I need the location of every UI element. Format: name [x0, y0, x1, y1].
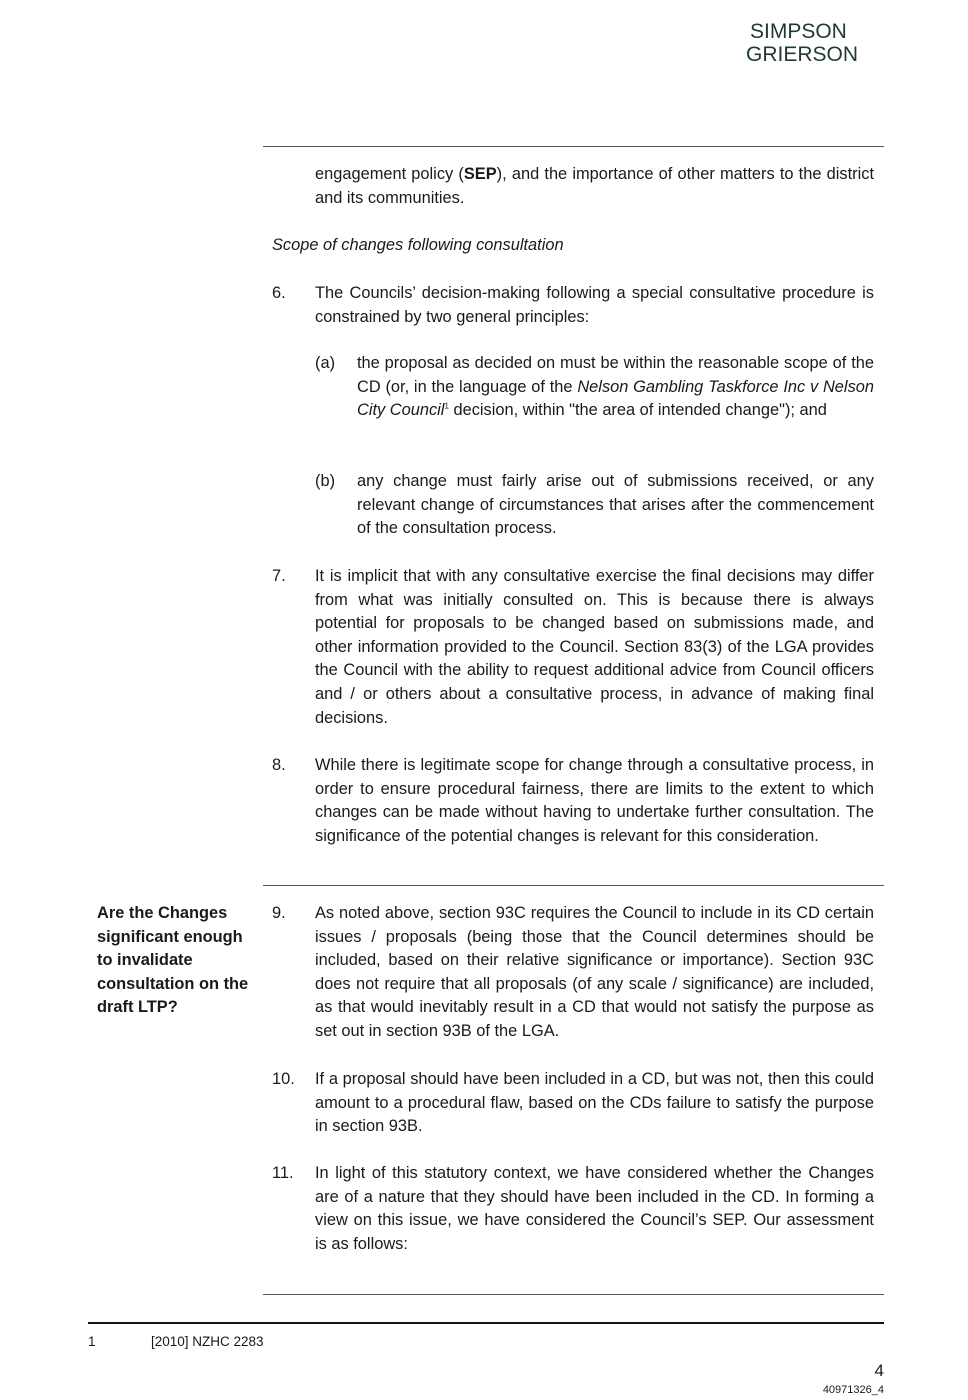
- sep-abbrev: SEP: [463, 165, 497, 183]
- para-7: It is implicit that with any consultative exercise the final decisions may differ from what was initially consulted on. This is because there is always potential for proposals to be changed based on submissions made, and other information provided to the Council. Section 83(3) of the LGA provides the Council with the ability to request additional advice from Council officers and / or others about a consultative process, in advance of making final decisions.: [315, 567, 874, 727]
- top-divider: [263, 146, 884, 147]
- para-11: In light of this statutory context, we have considered whether the Changes are of a nature that they should have been included in the CD. In forming a view on this issue, we have considered the Council’s SEP. Our assessment is as follows:: [315, 1164, 874, 1253]
- para-6-number: 6.: [272, 284, 286, 302]
- page-number: 4: [874, 1361, 884, 1380]
- para-11-number: 11.: [272, 1164, 294, 1182]
- continuation-paragraph: engagement policy (SEP), and the importance of other matters to the district and its communities.: [315, 165, 874, 207]
- footnote-text: [2010] NZHC 2283: [151, 1334, 264, 1349]
- para-9: As noted above, section 93C requires the Council to include in its CD certain issues / proposals (being those that the Council determines should be included, based on their relative significance or importance). Section 93C does not require that all proposals (of any scale / significance) are included, as that would inevitably result in a CD that would not satisfy the purpose as set out in section 93B of the LGA.: [315, 904, 874, 1040]
- document-reference: 40971326_4: [822, 1384, 884, 1396]
- logo-line1: SIMPSON: [750, 20, 847, 43]
- footnote-ref[interactable]: 1: [444, 401, 449, 411]
- para-6b-label: (b): [315, 472, 336, 490]
- para-6a-label: (a): [315, 354, 336, 372]
- side-heading: Are the Changes significant enough to invalidate consultation on the draft LTP?: [97, 904, 249, 1017]
- logo-line2: GRIERSON: [746, 43, 859, 66]
- simpson-grierson-logo: [744, 18, 884, 68]
- para-6a: the proposal as decided on must be within the reasonable scope of the CD (or, in the language of the Nelson Gambling Taskforce Inc v Nelson City Council$^1$ decision, within "the area of intended change"); and: [357, 354, 874, 420]
- para-8-number: 8.: [272, 756, 286, 774]
- para-9-number: 9.: [272, 904, 286, 922]
- section-divider: [263, 885, 884, 886]
- case-name: Nelson Gambling Taskforce Inc v Nelson City Council: [357, 377, 874, 420]
- para-6b: any change must fairly arise out of submissions received, or any relevant change of circumstances that arises after the commencement of the consultation process.: [357, 472, 874, 538]
- footnote-separator: [88, 1322, 884, 1324]
- section-heading: Scope of changes following consultation: [272, 236, 564, 254]
- para-10-number: 10.: [272, 1070, 295, 1088]
- para-10: If a proposal should have been included in a CD, but was not, then this could amount to a procedural flaw, based on the CDs failure to satisfy the purpose in section 93B.: [315, 1070, 874, 1136]
- footnote-number: 1: [88, 1334, 96, 1349]
- para-7-number: 7.: [272, 567, 286, 585]
- bottom-divider: [263, 1294, 884, 1295]
- para-6: The Councils’ decision-making following a special consultative procedure is constrained by two general principles:: [315, 284, 874, 326]
- para-8: While there is legitimate scope for change through a consultative process, in order to ensure procedural fairness, there are limits to the extent to which changes can be made without having to undertake further consultation. The significance of the potential changes is relevant for this consideration.: [315, 756, 874, 845]
